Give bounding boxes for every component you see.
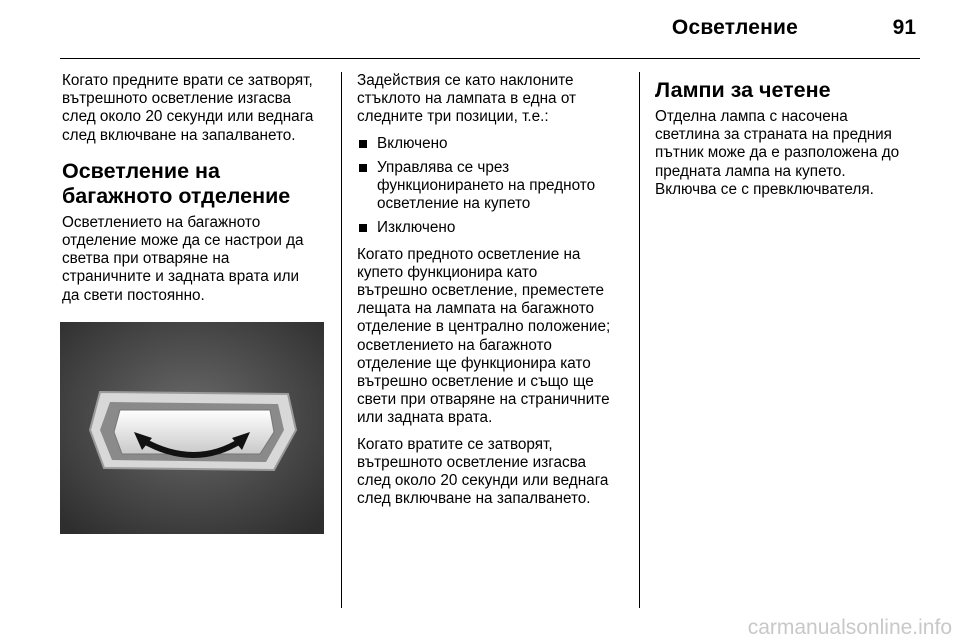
column-3 bbox=[655, 72, 927, 207]
column-2 bbox=[357, 72, 629, 516]
section-heading-trunk-light: Осветление на багажното отделение bbox=[62, 158, 291, 208]
paragraph-trunk-light: Осветлението на багажното отделение може да се настрои да светва при отваряне на страничните и задната врата или да свети постоянно. bbox=[62, 213, 304, 304]
paragraph-central-position: Когато предното осветление на купето функционира като вътрешно осветление, преместете лещата на лампата на багажното отделение в централно положение; осветлението на багажното отделение ще функционира като вътрешно осветление и също ще свети при отваряне на страничните или задната врата. bbox=[357, 245, 611, 427]
column-1 bbox=[62, 72, 334, 313]
page-number: 91 bbox=[892, 16, 916, 39]
list-item bbox=[357, 135, 629, 153]
trunk-lamp-illustration bbox=[60, 322, 324, 534]
watermark: carmanualsonline.info bbox=[747, 616, 952, 639]
bullet-icon bbox=[359, 164, 367, 172]
header-divider bbox=[60, 58, 920, 59]
paragraph-reading-lamps: Отделна лампа с насочена светлина за страната на предния пътник може да е разположена до предната лампа на купето. Включва се с превключвателя. bbox=[655, 108, 900, 198]
list-item bbox=[357, 159, 629, 214]
column-divider-1 bbox=[341, 72, 342, 608]
paragraph-doors-close: Когато предните врати се затворят, вътрешното осветление изгасва след около 20 секунди или веднага след включване на запалването. bbox=[62, 72, 314, 144]
bullet-icon bbox=[359, 224, 367, 232]
paragraph-doors-close-2: Когато вратите се затворят, вътрешното осветление изгасва след около 20 секунди или веднага след включване на запалването. bbox=[357, 435, 609, 508]
paragraph-lens-positions: Задействия се като наклоните стъклото на лампата в една от следните три позиции, т.е.: bbox=[357, 72, 576, 126]
column-divider-2 bbox=[639, 72, 640, 608]
list-item-label: Управлява се чрез функционирането на предното осветление на купето bbox=[377, 158, 596, 213]
list-item-label: Изключено bbox=[377, 219, 456, 237]
section-heading-reading-lamps: Лампи за четене bbox=[655, 78, 831, 102]
position-list bbox=[357, 135, 629, 238]
list-item bbox=[357, 219, 629, 237]
trunk-lamp-photo bbox=[60, 322, 324, 534]
page-title: Осветление bbox=[671, 16, 798, 39]
list-item-label: Включено bbox=[377, 134, 448, 152]
bullet-icon bbox=[359, 140, 367, 148]
